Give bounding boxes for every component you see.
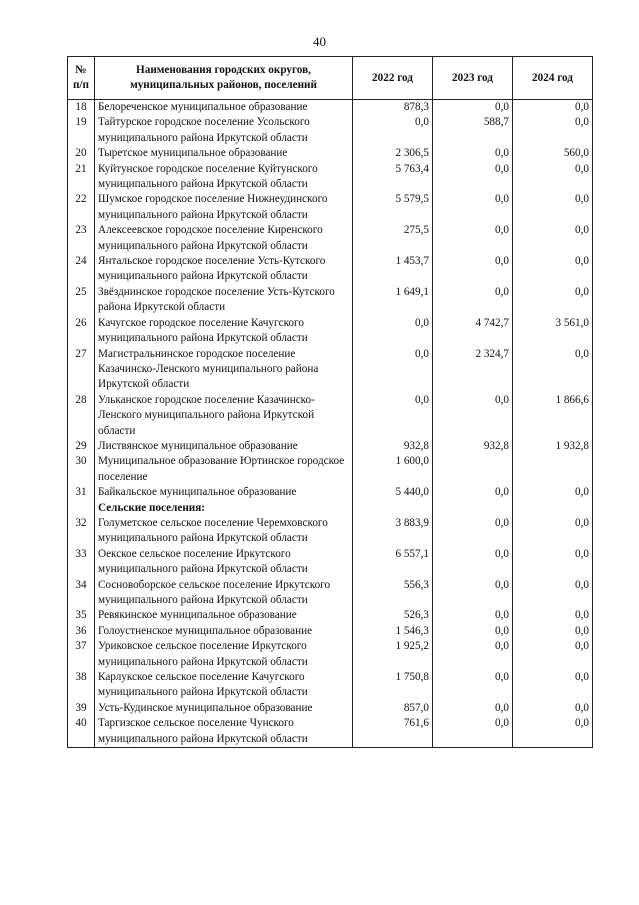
value-2023: 2 324,7 (433, 347, 513, 393)
table-row (68, 624, 593, 639)
value-2024: 1 932,8 (513, 439, 593, 454)
value-2024: 0,0 (513, 223, 593, 254)
row-name: Белореченское муниципальное образование (95, 100, 353, 116)
value-2022: 2 306,5 (353, 146, 433, 161)
value-2023: 0,0 (433, 516, 513, 547)
value-2022: 878,3 (353, 100, 433, 116)
row-number: 28 (68, 393, 95, 439)
section-num-cell (68, 501, 95, 516)
value-2024: 1 866,6 (513, 393, 593, 439)
table-row (68, 547, 593, 578)
value-2024: 560,0 (513, 146, 593, 161)
value-2024: 0,0 (513, 285, 593, 316)
value-2022: 5 579,5 (353, 192, 433, 223)
row-number: 40 (68, 716, 95, 747)
table-row (68, 716, 593, 747)
table-row (68, 485, 593, 500)
value-2022: 1 750,8 (353, 670, 433, 701)
header-2024: 2024 год (513, 57, 593, 100)
value-2022: 932,8 (353, 439, 433, 454)
value-2023: 0,0 (433, 716, 513, 747)
value-2024 (513, 454, 593, 485)
value-2022: 761,6 (353, 716, 433, 747)
value-2024: 0,0 (513, 100, 593, 116)
row-number: 22 (68, 192, 95, 223)
value-2024: 0,0 (513, 547, 593, 578)
table-row (68, 701, 593, 716)
row-name: Ульканское городское поселение Казачинско-Ленского муниципального района Иркутской области (95, 393, 353, 439)
value-2024: 0,0 (513, 716, 593, 747)
value-2022: 1 546,3 (353, 624, 433, 639)
value-2023: 0,0 (433, 578, 513, 609)
value-2023: 932,8 (433, 439, 513, 454)
row-number: 34 (68, 578, 95, 609)
table-body (68, 100, 593, 748)
row-number: 25 (68, 285, 95, 316)
value-2022: 556,3 (353, 578, 433, 609)
row-number: 27 (68, 347, 95, 393)
value-2024: 0,0 (513, 608, 593, 623)
row-number: 32 (68, 516, 95, 547)
row-number: 33 (68, 547, 95, 578)
row-name: Звёзднинское городское поселение Усть-Кутского района Иркутской области (95, 285, 353, 316)
value-2024: 0,0 (513, 516, 593, 547)
value-2023: 0,0 (433, 146, 513, 161)
row-name: Качугское городское поселение Качугского муниципального района Иркутской области (95, 316, 353, 347)
row-name: Янтальское городское поселение Усть-Кутского муниципального района Иркутской области (95, 254, 353, 285)
value-2024: 0,0 (513, 162, 593, 193)
value-2022: 0,0 (353, 393, 433, 439)
row-name: Тыретское муниципальное образование (95, 146, 353, 161)
value-2023: 0,0 (433, 100, 513, 116)
value-2024: 0,0 (513, 115, 593, 146)
table-row (68, 115, 593, 146)
row-name: Карлукское сельское поселение Качугского муниципального района Иркутской области (95, 670, 353, 701)
table-row (68, 608, 593, 623)
row-name: Таргизское сельское поселение Чунского муниципального района Иркутской области (95, 716, 353, 747)
value-2022: 526,3 (353, 608, 433, 623)
table-row (68, 454, 593, 485)
row-name: Голоустненское муниципальное образование (95, 624, 353, 639)
value-2023: 0,0 (433, 192, 513, 223)
table-row (68, 254, 593, 285)
row-number: 30 (68, 454, 95, 485)
row-number: 29 (68, 439, 95, 454)
value-2022: 0,0 (353, 115, 433, 146)
value-2024: 0,0 (513, 670, 593, 701)
row-name: Магистральнинское городское поселение Казачинско-Ленского муниципального района Иркутской области (95, 347, 353, 393)
section-row (68, 501, 593, 516)
value-2023: 0,0 (433, 547, 513, 578)
row-name: Тайтурское городское поселение Усольского муниципального района Иркутской области (95, 115, 353, 146)
value-2024: 0,0 (513, 578, 593, 609)
value-2023: 4 742,7 (433, 316, 513, 347)
header-2023: 2023 год (433, 57, 513, 100)
header-num: № п/п (68, 57, 95, 100)
value-2024: 0,0 (513, 624, 593, 639)
header-name: Наименования городских округов, муниципальных районов, поселений (95, 57, 353, 100)
value-2023: 0,0 (433, 162, 513, 193)
table-row (68, 223, 593, 254)
value-2022: 0,0 (353, 316, 433, 347)
row-name: Листвянское муниципальное образование (95, 439, 353, 454)
value-2022: 1 925,2 (353, 639, 433, 670)
row-name: Муниципальное образование Юртинское городское поселение (95, 454, 353, 485)
row-name: Усть-Кудинское муниципальное образование (95, 701, 353, 716)
section-empty-cell (433, 501, 513, 516)
value-2023: 0,0 (433, 485, 513, 500)
row-number: 37 (68, 639, 95, 670)
row-name: Уриковское сельское поселение Иркутского муниципального района Иркутской области (95, 639, 353, 670)
value-2023: 0,0 (433, 285, 513, 316)
value-2024: 0,0 (513, 639, 593, 670)
value-2023: 0,0 (433, 223, 513, 254)
value-2022: 3 883,9 (353, 516, 433, 547)
value-2022: 1 649,1 (353, 285, 433, 316)
value-2023: 0,0 (433, 393, 513, 439)
value-2022: 6 557,1 (353, 547, 433, 578)
table-header-row (68, 57, 593, 100)
value-2024: 0,0 (513, 485, 593, 500)
row-number: 35 (68, 608, 95, 623)
table-row (68, 516, 593, 547)
value-2022: 1 600,0 (353, 454, 433, 485)
row-name: Оекское сельское поселение Иркутского муниципального района Иркутской области (95, 547, 353, 578)
table-row (68, 393, 593, 439)
value-2023: 0,0 (433, 670, 513, 701)
table-row (68, 100, 593, 116)
row-name: Куйтунское городское поселение Куйтунского муниципального района Иркутской области (95, 162, 353, 193)
row-number: 19 (68, 115, 95, 146)
row-number: 18 (68, 100, 95, 116)
row-number: 39 (68, 701, 95, 716)
table-row (68, 347, 593, 393)
value-2022: 0,0 (353, 347, 433, 393)
row-name: Сосновоборское сельское поселение Иркутского муниципального района Иркутской области (95, 578, 353, 609)
value-2023: 0,0 (433, 701, 513, 716)
row-number: 36 (68, 624, 95, 639)
row-name: Байкальское муниципальное образование (95, 485, 353, 500)
table-row (68, 439, 593, 454)
header-2022: 2022 год (353, 57, 433, 100)
value-2024: 0,0 (513, 347, 593, 393)
table-row (68, 162, 593, 193)
row-number: 24 (68, 254, 95, 285)
row-number: 23 (68, 223, 95, 254)
section-label: Сельские поселения: (95, 501, 353, 516)
row-number: 31 (68, 485, 95, 500)
table-row (68, 639, 593, 670)
value-2022: 275,5 (353, 223, 433, 254)
value-2022: 5 763,4 (353, 162, 433, 193)
value-2023: 588,7 (433, 115, 513, 146)
value-2024: 0,0 (513, 254, 593, 285)
row-number: 38 (68, 670, 95, 701)
value-2022: 1 453,7 (353, 254, 433, 285)
table-row (68, 578, 593, 609)
section-empty-cell (353, 501, 433, 516)
value-2023: 0,0 (433, 624, 513, 639)
page-number: 40 (313, 34, 326, 49)
value-2022: 857,0 (353, 701, 433, 716)
section-empty-cell (513, 501, 593, 516)
row-name: Ревякинское муниципальное образование (95, 608, 353, 623)
value-2024: 0,0 (513, 192, 593, 223)
table-row (68, 192, 593, 223)
row-name: Алексеевское городское поселение Киренского муниципального района Иркутской области (95, 223, 353, 254)
value-2023: 0,0 (433, 254, 513, 285)
row-number: 21 (68, 162, 95, 193)
table-row (68, 316, 593, 347)
value-2023: 0,0 (433, 639, 513, 670)
value-2024: 3 561,0 (513, 316, 593, 347)
table-row (68, 285, 593, 316)
allocation-table (67, 56, 593, 748)
value-2024: 0,0 (513, 701, 593, 716)
row-number: 20 (68, 146, 95, 161)
value-2022: 5 440,0 (353, 485, 433, 500)
value-2023 (433, 454, 513, 485)
row-name: Шумское городское поселение Нижнеудинского муниципального района Иркутской области (95, 192, 353, 223)
row-number: 26 (68, 316, 95, 347)
row-name: Голуметское сельское поселение Черемховского муниципального района Иркутской области (95, 516, 353, 547)
table-row (68, 670, 593, 701)
value-2023: 0,0 (433, 608, 513, 623)
table-row (68, 146, 593, 161)
